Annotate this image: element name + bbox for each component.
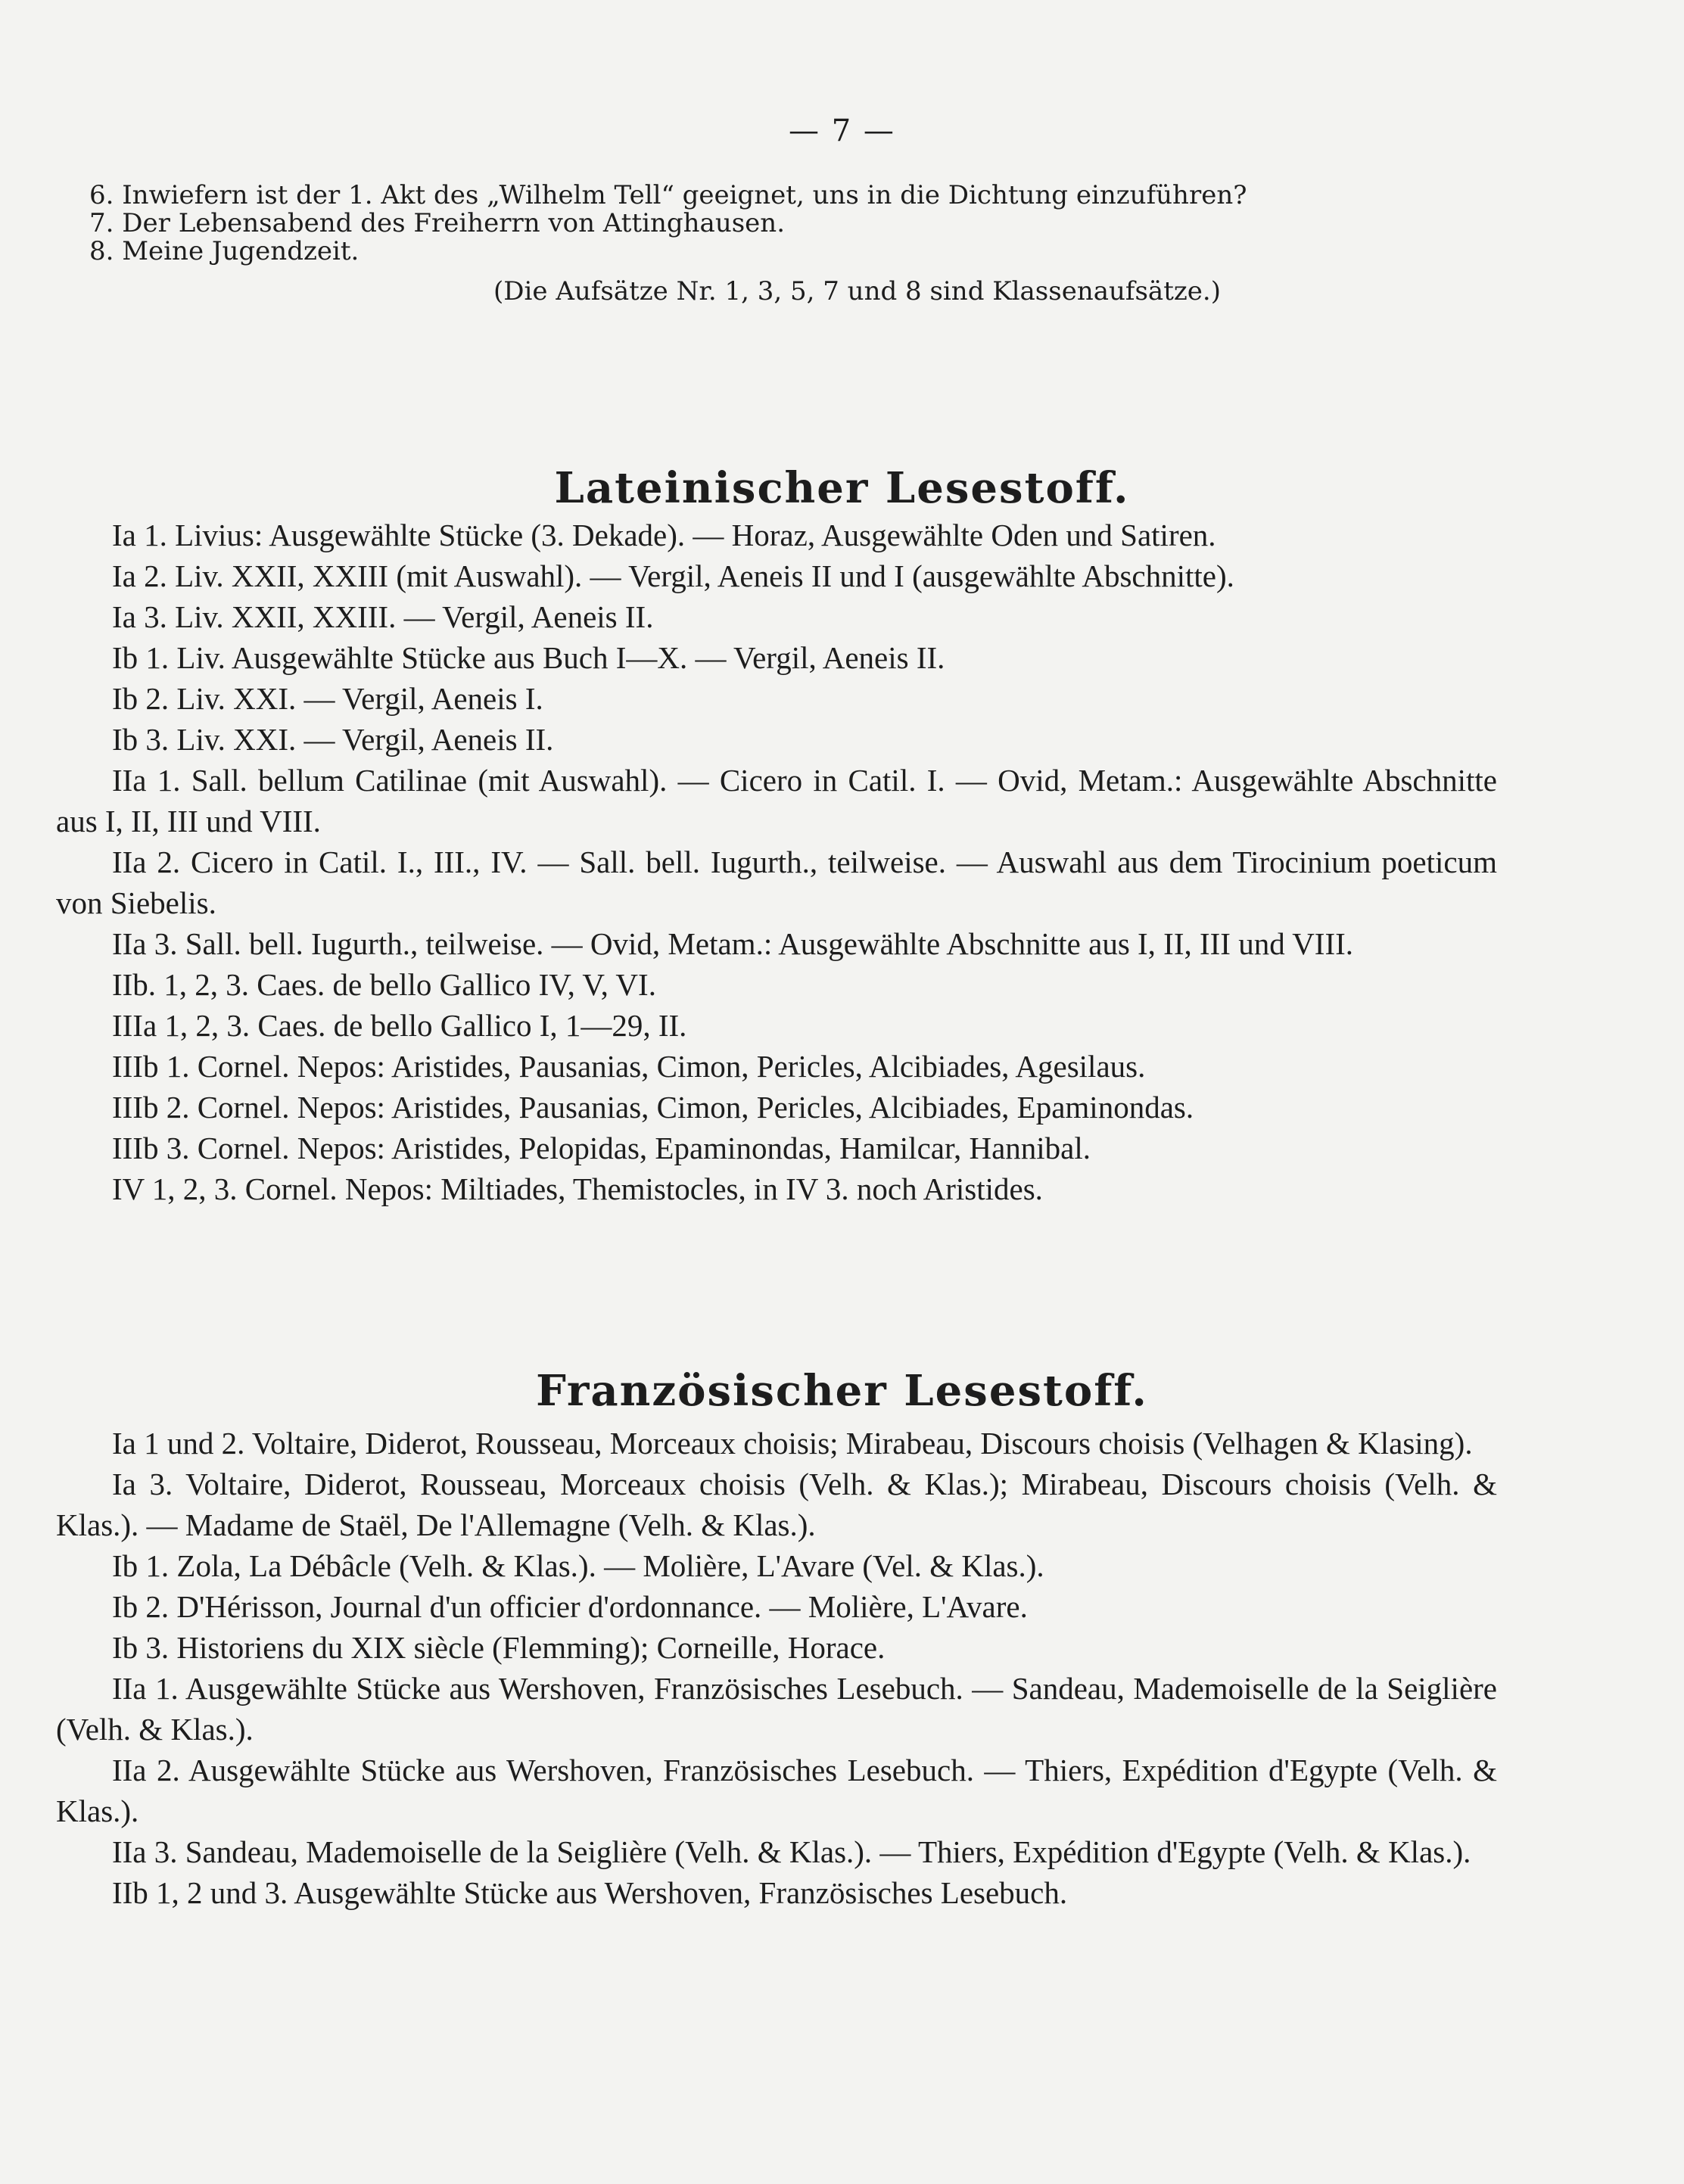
essay-topic-list bbox=[89, 182, 1542, 266]
list-item: Ib 1. Liv. Ausgewählte Stücke aus Buch I—X. — Vergil, Aeneis II. bbox=[112, 640, 945, 675]
list-item: IIIb 3. Cornel. Nepos: Aristides, Pelopidas, Epaminondas, Hamilcar, Hannibal. bbox=[112, 1131, 1091, 1165]
list-item: IIa 3. Sall. bell. Iugurth., teilweise. — Ovid, Metam.: Ausgewählte Abschnitte aus I, II, III und VIII. bbox=[112, 926, 1354, 961]
page-number: — 7 — bbox=[789, 114, 895, 148]
list-item: IIIb 1. Cornel. Nepos: Aristides, Pausanias, Cimon, Pericles, Alcibiades, Agesilaus. bbox=[112, 1049, 1146, 1084]
latin-reading-list bbox=[56, 515, 1497, 1209]
list-item: IV 1, 2, 3. Cornel. Nepos: Miltiades, Themistocles, in IV 3. noch Aristides. bbox=[112, 1171, 1043, 1206]
list-item: Ia 2. Liv. XXII, XXIII (mit Auswahl). — Vergil, Aeneis II und I (ausgewählte Abschnitte). bbox=[112, 558, 1234, 593]
list-item: IIb 1, 2 und 3. Ausgewählte Stücke aus Wershoven, Französisches Lesebuch. bbox=[112, 1875, 1068, 1910]
essay-topic: 6. Inwiefern ist der 1. Akt des „Wilhelm Tell“ geeignet, uns in die Dichtung einzuführen? bbox=[89, 180, 1247, 210]
list-item: Ia 1. Livius: Ausgewählte Stücke (3. Dekade). — Horaz, Ausgewählte Oden und Satiren. bbox=[112, 518, 1216, 552]
list-item: Ia 1 und 2. Voltaire, Diderot, Rousseau, Morceaux choisis; Mirabeau, Discours choisis (Velhagen & Klasing). bbox=[112, 1426, 1473, 1461]
list-item: Ib 3. Liv. XXI. — Vergil, Aeneis II. bbox=[112, 722, 554, 757]
french-heading: Französischer Lesestoff. bbox=[536, 1366, 1148, 1416]
essay-topic: 7. Der Lebensabend des Freiherrn von Attinghausen. bbox=[89, 208, 785, 238]
list-item: Ia 3. Liv. XXII, XXIII. — Vergil, Aeneis II. bbox=[112, 599, 654, 634]
list-item: IIa 2. Ausgewählte Stücke aus Wershoven, Französisches Lesebuch. — Thiers, Expédition d'Egypte (Velh. & Klas.). bbox=[56, 1753, 1497, 1828]
list-item: Ib 3. Historiens du XIX siècle (Flemming); Corneille, Horace. bbox=[112, 1630, 886, 1665]
list-item: Ib 1. Zola, La Débâcle (Velh. & Klas.). — Molière, L'Avare (Vel. & Klas.). bbox=[112, 1548, 1044, 1583]
list-item: IIa 3. Sandeau, Mademoiselle de la Seiglière (Velh. & Klas.). — Thiers, Expédition d'Egypte (Velh. & Klas.). bbox=[112, 1834, 1471, 1869]
latin-heading: Lateinischer Lesestoff. bbox=[554, 463, 1130, 513]
list-item: IIb. 1, 2, 3. Caes. de bello Gallico IV, V, VI. bbox=[112, 967, 656, 1002]
list-item: IIIa 1, 2, 3. Caes. de bello Gallico I, 1—29, II. bbox=[112, 1008, 687, 1043]
essay-topic: 8. Meine Jugendzeit. bbox=[89, 236, 360, 266]
list-item: IIa 2. Cicero in Catil. I., III., IV. — Sall. bell. Iugurth., teilweise. — Auswahl aus dem Tirocinium poeticum von Siebelis. bbox=[56, 845, 1497, 920]
list-item: Ia 3. Voltaire, Diderot, Rousseau, Morceaux choisis (Velh. & Klas.); Mirabeau, Discours choisis (Velh. & Klas.). — Madame de Staël, De l'Allemagne (Velh. & Klas.). bbox=[56, 1467, 1497, 1542]
list-item: IIa 1. Sall. bellum Catilinae (mit Auswahl). — Cicero in Catil. I. — Ovid, Metam.: Ausgewählte Abschnitte aus I, II, III und VIII. bbox=[56, 763, 1497, 838]
essay-note: (Die Aufsätze Nr. 1, 3, 5, 7 und 8 sind Klassenaufsätze.) bbox=[493, 276, 1221, 306]
french-reading-list bbox=[56, 1423, 1497, 1913]
list-item: Ib 2. D'Hérisson, Journal d'un officier d'ordonnance. — Molière, L'Avare. bbox=[112, 1589, 1028, 1624]
list-item: IIa 1. Ausgewählte Stücke aus Wershoven, Französisches Lesebuch. — Sandeau, Mademoiselle de la Seiglière (Velh. & Klas.). bbox=[56, 1671, 1497, 1747]
list-item: IIIb 2. Cornel. Nepos: Aristides, Pausanias, Cimon, Pericles, Alcibiades, Epaminondas. bbox=[112, 1090, 1194, 1125]
list-item: Ib 2. Liv. XXI. — Vergil, Aeneis I. bbox=[112, 681, 543, 716]
